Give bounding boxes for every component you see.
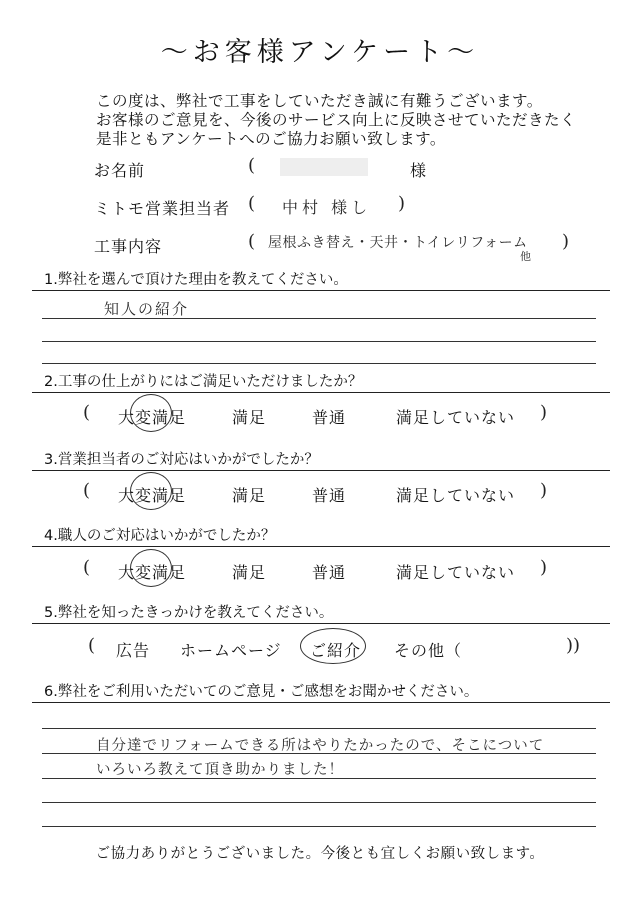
- answer-line: [42, 318, 596, 319]
- q2-close-paren: ): [540, 402, 548, 423]
- staff-open-paren: (: [248, 193, 256, 214]
- answer-line: [42, 341, 596, 342]
- q5-open-paren: (: [88, 635, 96, 656]
- question-1-label: 1.弊社を選んで頂けた理由を教えてください。: [44, 272, 348, 288]
- footer-text: ご協力ありがとうございました。今後とも宜しくお願い致します。: [95, 846, 545, 862]
- q2-option-3: 普通: [312, 408, 347, 427]
- q5-option-3: ご紹介: [310, 641, 362, 660]
- question-4-label: 4.職人のご対応はいかがでしたか？: [44, 528, 276, 544]
- q2-option-1: 大変満足: [118, 408, 187, 427]
- work-label: 工事内容: [94, 237, 163, 256]
- q4-open-paren: (: [83, 557, 91, 578]
- q3-option-2: 満足: [232, 486, 267, 505]
- work-value: 屋根ふき替え・天井・トイレリフォーム: [268, 235, 528, 251]
- redacted-name-box: [280, 158, 368, 176]
- question-6-answer-line-2: いろいろ教えて頂き助かりました！: [96, 762, 344, 778]
- name-label: お名前: [94, 161, 146, 180]
- q3-option-1: 大変満足: [118, 486, 187, 505]
- q4-option-1: 大変満足: [118, 563, 187, 582]
- question-4-header: [32, 520, 610, 547]
- question-6-header: [32, 676, 610, 703]
- q5-close-paren: )): [566, 635, 581, 656]
- staff-value: 中村 様し: [282, 198, 372, 217]
- q2-open-paren: (: [83, 402, 91, 423]
- question-5-header: [32, 597, 610, 624]
- question-3-header: [32, 444, 610, 471]
- name-open-paren: (: [248, 155, 256, 176]
- question-6-label: 6.弊社をご利用いただいてのご意見・ご感想をお聞かせください。: [44, 684, 479, 700]
- question-2-label: 2.工事の仕上がりにはご満足いただけましたか？: [44, 374, 363, 390]
- staff-label: ミトモ営業担当者: [94, 199, 231, 218]
- intro-text: この度は、弊社で工事をしていただき誠に有難うございます。 お客様のご意見を、今後のサービス向上に反映させていただきたく 是非ともアンケートへのご協力お願い致します。: [96, 92, 577, 148]
- work-close-paren: ): [562, 231, 570, 252]
- work-open-paren: (: [248, 231, 256, 252]
- answer-line: [42, 753, 596, 754]
- q2-option-4: 満足していない: [396, 408, 516, 427]
- q4-option-4: 満足していない: [396, 563, 516, 582]
- answer-line: [42, 802, 596, 803]
- question-3-label: 3.営業担当者のご対応はいかがでしたか？: [44, 452, 319, 468]
- answer-line: [42, 363, 596, 364]
- q4-close-paren: ): [540, 557, 548, 578]
- q5-option-2: ホームページ: [180, 641, 282, 660]
- q3-close-paren: ): [540, 480, 548, 501]
- question-6-answer-line-1: 自分達でリフォームできる所はやりたかったので、そこについて: [96, 738, 545, 754]
- answer-line: [42, 728, 596, 729]
- question-1-answer: 知人の紹介: [104, 300, 190, 318]
- question-5-label: 5.弊社を知ったきっかけを教えてください。: [44, 605, 334, 621]
- answer-line: [42, 778, 596, 779]
- q3-option-3: 普通: [312, 486, 347, 505]
- question-2-header: [32, 366, 610, 393]
- staff-close-paren: ): [398, 193, 406, 214]
- name-suffix: 様: [410, 161, 428, 180]
- q5-option-4: その他（: [394, 641, 463, 660]
- q5-option-1: 広告: [116, 641, 151, 660]
- question-1-header: [32, 264, 610, 291]
- q2-option-2: 満足: [232, 408, 267, 427]
- answer-line: [42, 826, 596, 827]
- survey-title: 〜お客様アンケート〜: [160, 37, 480, 68]
- q4-option-2: 満足: [232, 563, 267, 582]
- q3-option-4: 満足していない: [396, 486, 516, 505]
- q4-option-3: 普通: [312, 563, 347, 582]
- work-extra: 他: [520, 250, 531, 263]
- q3-open-paren: (: [83, 480, 91, 501]
